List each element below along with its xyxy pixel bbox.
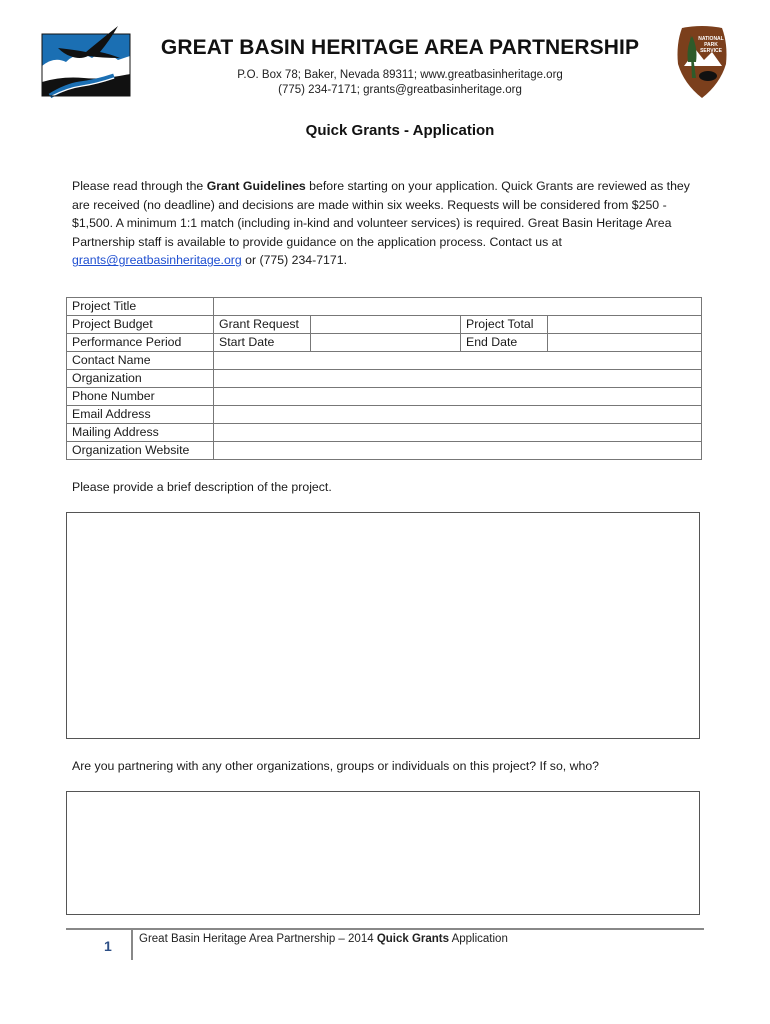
intro-text-1: Please read through the bbox=[72, 179, 207, 193]
mailing-address-label: Mailing Address bbox=[67, 424, 214, 442]
table-row bbox=[67, 316, 702, 334]
grant-guidelines-label: Grant Guidelines bbox=[206, 179, 306, 193]
table-row bbox=[67, 352, 702, 370]
intro-text-2: before starting on your application. Quick Grants are reviewed as they are received (no deadline) and decisions are made within six weeks. Requests will be considered from $250 - $1,500. A minimum 1:1 match (including in-kind and volunteer services) is required. Great Basin Heritage Area Partnership staff is available to provide guidance on the application process. Contact us at bbox=[72, 179, 690, 249]
phone-number-label: Phone Number bbox=[67, 388, 214, 406]
org-title: GREAT BASIN HERITAGE AREA PARTNERSHIP bbox=[160, 36, 640, 59]
partner-prompt: Are you partnering with any other organizations, groups or individuals on this project? If so, who? bbox=[72, 759, 600, 773]
contact-name-field[interactable] bbox=[214, 352, 702, 370]
contact-name-label: Contact Name bbox=[67, 352, 214, 370]
project-title-field[interactable] bbox=[214, 298, 702, 316]
contact-line: (775) 234-7171; grants@greatbasinheritage.org bbox=[278, 84, 522, 96]
footer-text-1: Great Basin Heritage Area Partnership – 2014 bbox=[139, 933, 377, 945]
project-total-label: Project Total bbox=[461, 316, 548, 334]
intro-text-3: or (775) 234-7171. bbox=[241, 253, 347, 268]
table-row bbox=[67, 424, 702, 442]
project-title-label: Project Title bbox=[67, 298, 214, 316]
project-info-table bbox=[66, 297, 702, 460]
partner-textarea[interactable] bbox=[66, 791, 700, 915]
project-total-field[interactable] bbox=[548, 316, 702, 334]
mailing-address-field[interactable] bbox=[214, 424, 702, 442]
end-date-field[interactable] bbox=[548, 334, 702, 352]
form-title: Quick Grants - Application bbox=[305, 122, 495, 139]
description-prompt: Please provide a brief description of the project. bbox=[72, 480, 332, 494]
description-textarea[interactable] bbox=[66, 512, 700, 739]
table-row bbox=[67, 370, 702, 388]
table-row bbox=[67, 298, 702, 316]
page-number: 1 bbox=[104, 938, 112, 954]
intro-paragraph bbox=[72, 177, 692, 270]
table-row bbox=[67, 388, 702, 406]
organization-field[interactable] bbox=[214, 370, 702, 388]
phone-number-field[interactable] bbox=[214, 388, 702, 406]
footer-bold-text: Quick Grants bbox=[376, 933, 450, 945]
grant-request-label: Grant Request bbox=[214, 316, 311, 334]
start-date-label: Start Date bbox=[214, 334, 311, 352]
project-budget-label: Project Budget bbox=[67, 316, 214, 334]
nps-logo-text: NATIONAL PARK SERVICE bbox=[698, 36, 724, 54]
footer-text bbox=[139, 933, 508, 945]
end-date-label: End Date bbox=[461, 334, 548, 352]
footer-text-2: Application bbox=[449, 933, 508, 945]
footer-vertical-divider bbox=[131, 930, 133, 960]
start-date-field[interactable] bbox=[311, 334, 461, 352]
email-address-label: Email Address bbox=[67, 406, 214, 424]
organization-website-label: Organization Website bbox=[67, 442, 214, 460]
organization-label: Organization bbox=[67, 370, 214, 388]
performance-period-label: Performance Period bbox=[67, 334, 214, 352]
footer-divider bbox=[66, 928, 704, 930]
organization-website-field[interactable] bbox=[214, 442, 702, 460]
table-row bbox=[67, 406, 702, 424]
email-link[interactable]: grants@greatbasinheritage.org bbox=[72, 253, 242, 268]
grant-request-field[interactable] bbox=[311, 316, 461, 334]
address-line: P.O. Box 78; Baker, Nevada 89311; www.greatbasinheritage.org bbox=[237, 69, 563, 81]
email-address-field[interactable] bbox=[214, 406, 702, 424]
table-row bbox=[67, 334, 702, 352]
table-row bbox=[67, 442, 702, 460]
